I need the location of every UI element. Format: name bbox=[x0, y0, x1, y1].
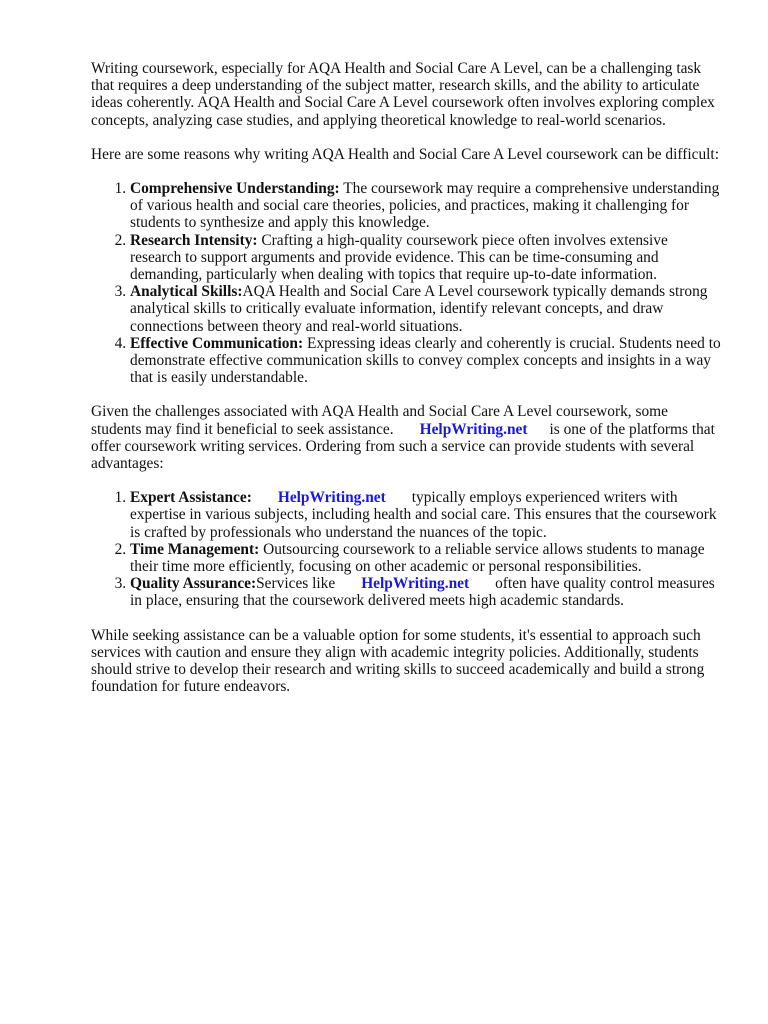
closing-paragraph: While seeking assistance can be a valuable option for some students, it's essential to approach such services with caution and ensure they align with academic integrity policies. Additionally, students should strive to develop their research and writing skills to succeed academically and build a strong foundation for future endeavors. bbox=[91, 626, 705, 696]
list-item-term: Analytical Skills: bbox=[130, 283, 243, 301]
list-item-term: Time Management: bbox=[130, 540, 260, 558]
list-item bbox=[130, 541, 721, 575]
list-item-text: The coursework may require a comprehensive understanding of various health and social care theories, policies, and practices, making it challenging for students to synthesize and apply this knowledge. bbox=[130, 180, 720, 232]
list-item-text: often have quality control measures in place, ensuring that the coursework delivered meets high academic standards. bbox=[130, 575, 715, 610]
list-item bbox=[130, 335, 721, 387]
list-item bbox=[130, 180, 721, 232]
list-item bbox=[130, 232, 721, 284]
list-item-term: Expert Assistance: bbox=[130, 489, 252, 507]
list-item-text: Crafting a high-quality coursework piece often involves extensive research to support arguments and provide evidence. This can be time-consuming and demanding, particularly when dealing with topics that require up-to-date information. bbox=[130, 231, 668, 284]
assistance-text-after: is one of the platforms that offer coursework writing services. Ordering from such a service can provide students with several advantages: bbox=[91, 420, 715, 473]
helpwriting-link[interactable]: HelpWriting.net bbox=[419, 420, 528, 438]
advantages-list bbox=[91, 489, 721, 609]
list-item-text-before: Services like bbox=[256, 575, 336, 593]
list-item-term: Effective Communication: bbox=[130, 334, 304, 352]
list-item-text: Expressing ideas clearly and coherently is crucial. Students need to demonstrate effective communication skills to convey complex concepts and insights in a way that is easily understandable. bbox=[130, 334, 721, 387]
assistance-text-before: Given the challenges associated with AQA Health and Social Care A Level coursework, some students may find it beneficial to seek assistance. bbox=[91, 403, 668, 438]
helpwriting-link[interactable]: HelpWriting.net bbox=[361, 575, 470, 593]
helpwriting-link[interactable]: HelpWriting.net bbox=[277, 489, 386, 507]
intro-paragraph: Writing coursework, especially for AQA Health and Social Care A Level, can be a challenging task that requires a deep understanding of the subject matter, research skills, and the ability to articulate ideas coherently. AQA Health and Social Care A Level coursework often involves exploring complex concepts, analyzing case studies, and applying theoretical knowledge to real-world scenarios. bbox=[91, 60, 715, 129]
difficulty-lead: Here are some reasons why writing AQA Health and Social Care A Level coursework can be difficult: bbox=[91, 145, 719, 163]
list-item bbox=[130, 575, 721, 609]
list-item-term: Quality Assurance: bbox=[130, 575, 257, 593]
list-item-term: Comprehensive Understanding: bbox=[130, 180, 340, 198]
list-item bbox=[130, 489, 721, 541]
list-item-term: Research Intensity: bbox=[130, 231, 258, 249]
list-item-text: typically employs experienced writers with expertise in various subjects, including health and social care. This ensures that the coursework is crafted by professionals who understand the nuances of the topic. bbox=[130, 489, 717, 541]
list-item bbox=[130, 283, 721, 335]
assistance-paragraph bbox=[91, 403, 721, 472]
difficulty-list bbox=[91, 180, 721, 386]
list-item-text: Outsourcing coursework to a reliable service allows students to manage their time more efficiently, focusing on other academic or personal responsibilities. bbox=[130, 540, 705, 576]
list-item-text: AQA Health and Social Care A Level coursework typically demands strong analytical skills to critically evaluate information, identify relevant concepts, and draw connections between theory and real-world situations. bbox=[130, 283, 708, 335]
document-page bbox=[91, 60, 721, 713]
